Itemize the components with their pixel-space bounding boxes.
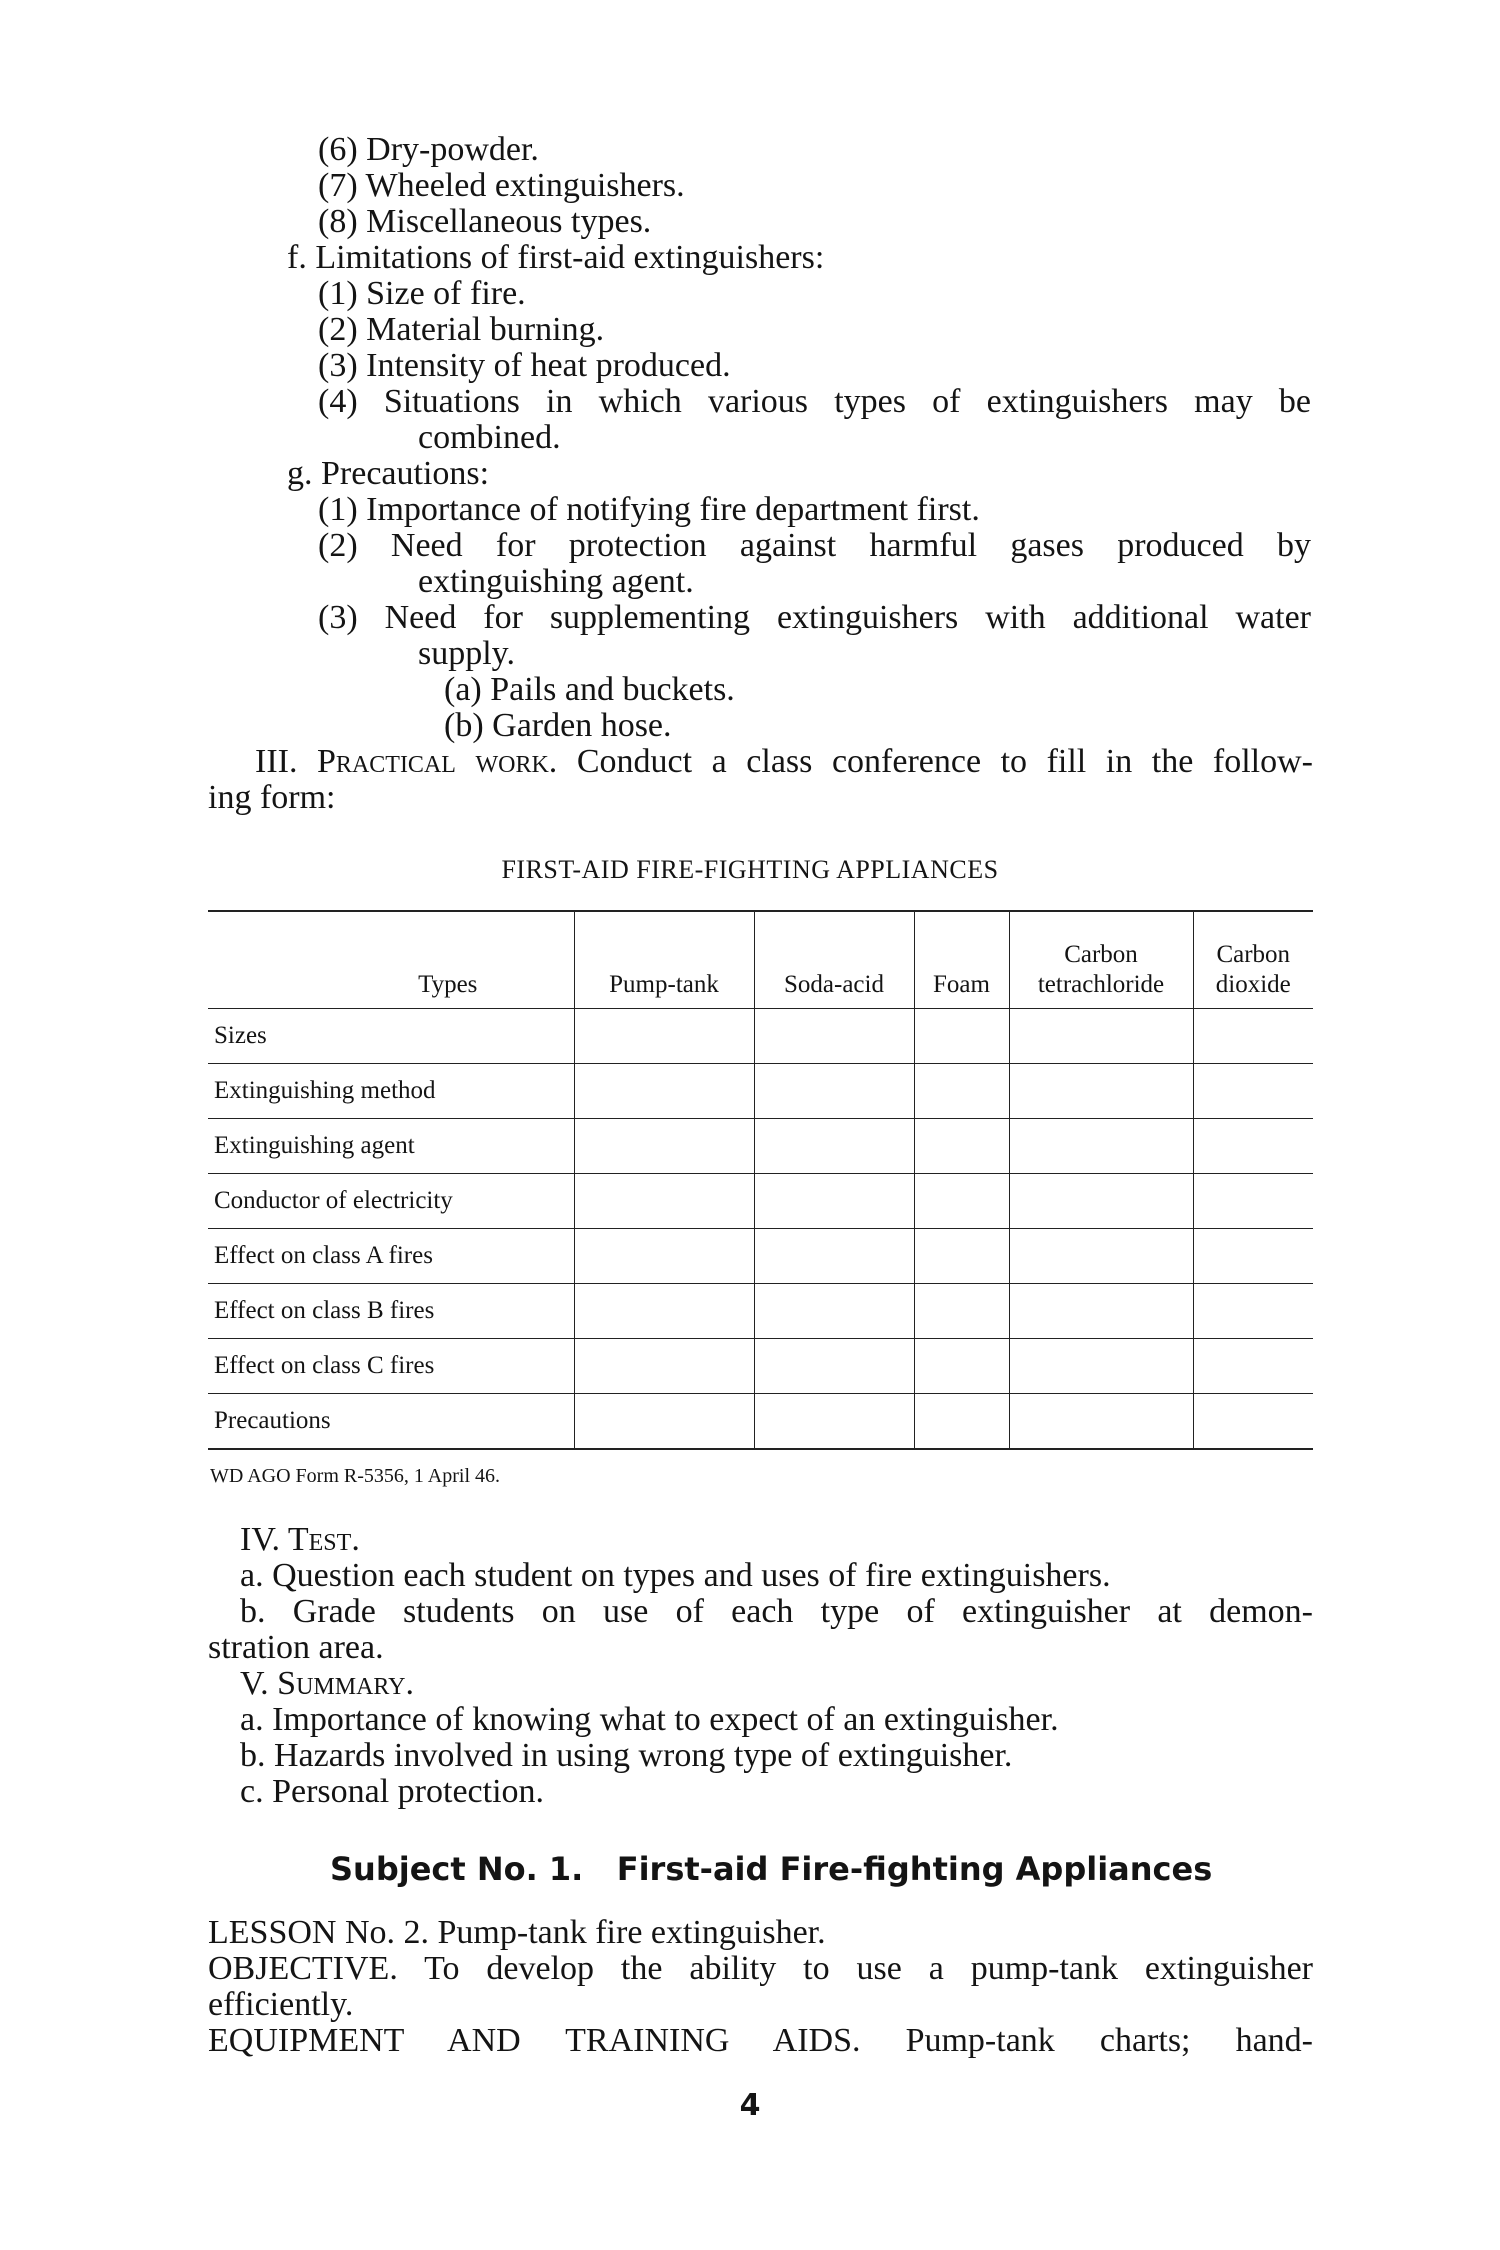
row-label-class-b: Effect on class B fires xyxy=(208,1284,574,1339)
item-g-precautions: g. Precautions: xyxy=(287,455,490,492)
practical-work-heading: III. Practical work. xyxy=(255,743,558,780)
header-carbon-dioxide xyxy=(1193,911,1313,1009)
form-caption: FIRST-AID FIRE-FIGHTING APPLIANCES xyxy=(501,855,999,884)
row-label-class-a: Effect on class A fires xyxy=(208,1229,574,1284)
blank-cell xyxy=(754,1119,914,1174)
row-label-conductor: Conductor of electricity xyxy=(208,1174,574,1229)
blank-cell xyxy=(754,1229,914,1284)
blank-cell xyxy=(754,1009,914,1064)
blank-cell xyxy=(1009,1394,1193,1450)
item-g3-supplementing: (3) Need for supplementing extinguishers with additional water xyxy=(318,599,1311,636)
item-f-limitations: f. Limitations of first-aid extinguishers: xyxy=(287,239,825,276)
blank-cell xyxy=(1193,1229,1313,1284)
blank-cell xyxy=(914,1284,1009,1339)
blank-cell xyxy=(754,1174,914,1229)
blank-cell xyxy=(1193,1064,1313,1119)
objective-line: OBJECTIVE. To develop the ability to use a pump-tank extinguisher xyxy=(208,1950,1313,1987)
header-types: Types xyxy=(208,911,574,1009)
header-carbon-dioxide-text: Carbon dioxide xyxy=(1215,941,1291,998)
header-soda-acid: Soda-acid xyxy=(754,911,914,1009)
practical-work-text: Conduct a class conference to fill in the follow- xyxy=(576,743,1313,780)
summary-item-a: a. Importance of knowing what to expect of an extinguisher. xyxy=(240,1701,1059,1738)
equipment-line: EQUIPMENT AND TRAINING AIDS. Pump-tank charts; hand- xyxy=(208,2022,1313,2059)
table-row xyxy=(208,1174,1313,1229)
blank-cell xyxy=(1193,1339,1313,1394)
blank-cell xyxy=(1009,1174,1193,1229)
blank-cell xyxy=(914,1339,1009,1394)
blank-cell xyxy=(1009,1339,1193,1394)
test-item-b-continued: stration area. xyxy=(208,1629,384,1666)
header-carbon-tetrachloride xyxy=(1009,911,1193,1009)
table-row xyxy=(208,1119,1313,1174)
page-number: 4 xyxy=(739,2088,761,2123)
objective-continued: efficiently. xyxy=(208,1986,354,2023)
table-row xyxy=(208,1064,1313,1119)
blank-cell xyxy=(574,1009,754,1064)
table-row xyxy=(208,1339,1313,1394)
blank-cell xyxy=(1193,1009,1313,1064)
summary-heading: V. Summary. xyxy=(240,1665,414,1702)
blank-cell xyxy=(914,1119,1009,1174)
summary-item-c: c. Personal protection. xyxy=(240,1773,545,1810)
header-foam: Foam xyxy=(914,911,1009,1009)
form-reference: WD AGO Form R-5356, 1 April 46. xyxy=(210,1465,500,1487)
row-label-extinguishing-agent: Extinguishing agent xyxy=(208,1119,574,1174)
blank-cell xyxy=(1193,1394,1313,1450)
row-label-extinguishing-method: Extinguishing method xyxy=(208,1064,574,1119)
blank-cell xyxy=(1009,1284,1193,1339)
item-6-dry-powder: (6) Dry-powder. xyxy=(318,131,539,168)
blank-cell xyxy=(914,1394,1009,1450)
item-g2-protection: (2) Need for protection against harmful gases produced by xyxy=(318,527,1311,564)
item-f1-size: (1) Size of fire. xyxy=(318,275,526,312)
summary-item-b: b. Hazards involved in using wrong type of extinguisher. xyxy=(240,1737,1013,1774)
item-8-miscellaneous: (8) Miscellaneous types. xyxy=(318,203,652,240)
blank-cell xyxy=(1009,1009,1193,1064)
blank-cell xyxy=(1193,1119,1313,1174)
item-g3b-hose: (b) Garden hose. xyxy=(444,707,672,744)
blank-cell xyxy=(574,1394,754,1450)
blank-cell xyxy=(574,1174,754,1229)
test-heading: IV. Test. xyxy=(240,1521,360,1558)
table-row xyxy=(208,1009,1313,1064)
blank-cell xyxy=(574,1339,754,1394)
subject-title: Subject No. 1. First-aid Fire-fighting Appliances xyxy=(330,1850,1213,1888)
row-label-precautions: Precautions xyxy=(208,1394,574,1450)
item-f3-intensity: (3) Intensity of heat produced. xyxy=(318,347,731,384)
item-f4-continued: combined. xyxy=(418,419,561,456)
item-f2-material: (2) Material burning. xyxy=(318,311,605,348)
blank-cell xyxy=(914,1009,1009,1064)
appliances-form-table xyxy=(208,910,1313,1450)
header-pump-tank: Pump-tank xyxy=(574,911,754,1009)
row-label-class-c: Effect on class C fires xyxy=(208,1339,574,1394)
blank-cell xyxy=(754,1394,914,1450)
practical-work-continued: ing form: xyxy=(208,779,336,816)
item-g3a-pails: (a) Pails and buckets. xyxy=(444,671,735,708)
blank-cell xyxy=(574,1284,754,1339)
test-item-b: b. Grade students on use of each type of extinguisher at demon- xyxy=(240,1593,1313,1630)
blank-cell xyxy=(914,1229,1009,1284)
blank-cell xyxy=(1009,1119,1193,1174)
blank-cell xyxy=(574,1119,754,1174)
item-g3-continued: supply. xyxy=(418,635,515,672)
blank-cell xyxy=(914,1064,1009,1119)
blank-cell xyxy=(1193,1174,1313,1229)
blank-cell xyxy=(754,1284,914,1339)
blank-cell xyxy=(1193,1284,1313,1339)
practical-work-paragraph xyxy=(255,744,1313,780)
item-f4-situations: (4) Situations in which various types of extinguishers may be xyxy=(318,383,1311,420)
test-item-a: a. Question each student on types and uses of fire extinguishers. xyxy=(240,1557,1111,1594)
lesson-line: LESSON No. 2. Pump-tank fire extinguisher. xyxy=(208,1914,826,1951)
row-label-sizes: Sizes xyxy=(208,1009,574,1064)
header-carbon-tetrachloride-text: Carbon tetrachloride xyxy=(1037,941,1165,998)
blank-cell xyxy=(1009,1229,1193,1284)
blank-cell xyxy=(914,1174,1009,1229)
blank-cell xyxy=(754,1064,914,1119)
table-row xyxy=(208,1229,1313,1284)
item-g2-continued: extinguishing agent. xyxy=(418,563,694,600)
table-row xyxy=(208,1284,1313,1339)
blank-cell xyxy=(574,1229,754,1284)
blank-cell xyxy=(754,1339,914,1394)
blank-cell xyxy=(574,1064,754,1119)
item-7-wheeled: (7) Wheeled extinguishers. xyxy=(318,167,685,204)
table-row xyxy=(208,1394,1313,1450)
item-g1-notifying: (1) Importance of notifying fire department first. xyxy=(318,491,980,528)
blank-cell xyxy=(1009,1064,1193,1119)
